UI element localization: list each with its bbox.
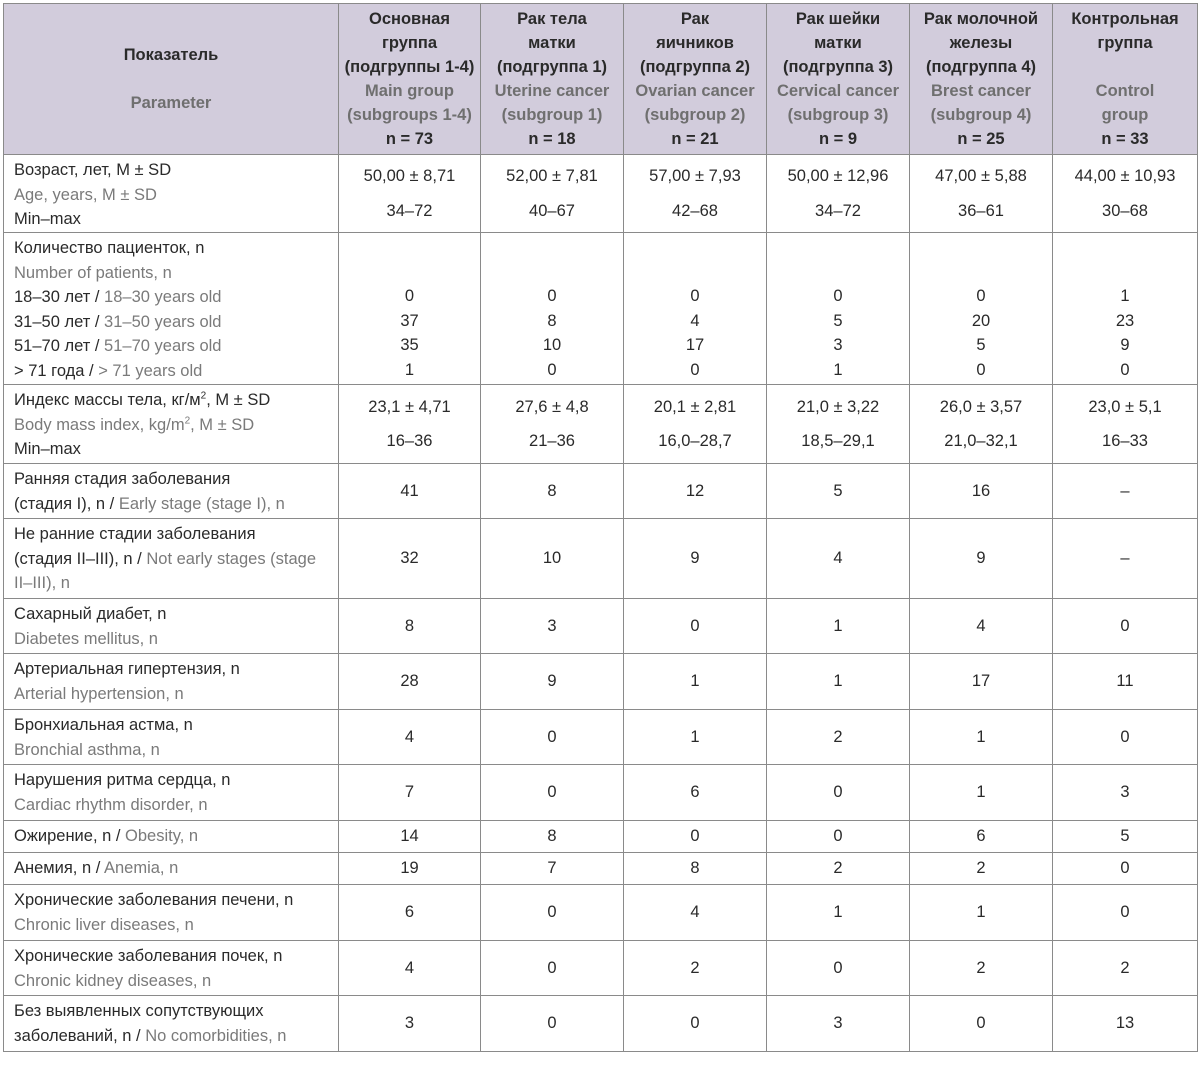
header-n: n = 25 bbox=[957, 130, 1005, 148]
cell-spacer bbox=[343, 419, 476, 429]
cell-range: 42–68 bbox=[672, 201, 718, 220]
cell-spacer bbox=[771, 419, 905, 429]
header-en-line: Uterine cancer bbox=[494, 82, 610, 100]
row-label bbox=[4, 941, 339, 996]
age-group-en: 31–50 years old bbox=[104, 312, 222, 331]
cell-range: 16–33 bbox=[1102, 432, 1148, 450]
table-cell: 0 bbox=[624, 821, 767, 853]
table-cell: 1 bbox=[767, 885, 910, 941]
table-cell bbox=[624, 233, 767, 385]
header-en-line: (subgroup 4) bbox=[930, 106, 1032, 124]
label-ru: Без выявленных сопутствующих bbox=[14, 1002, 264, 1020]
cell-value: 1 bbox=[1120, 287, 1130, 305]
table-cell: 2 bbox=[767, 853, 910, 885]
table-cell: 2 bbox=[910, 941, 1053, 996]
table-cell: 2 bbox=[1053, 941, 1198, 996]
table-cell: 1 bbox=[624, 654, 767, 710]
table-cell: 13 bbox=[1053, 996, 1198, 1052]
cell-range: 34–72 bbox=[386, 201, 433, 220]
header-ru-line: (подгруппа 4) bbox=[925, 58, 1037, 76]
row-bmi bbox=[4, 385, 1198, 464]
table-cell: 0 bbox=[1053, 853, 1198, 885]
table-cell bbox=[1053, 233, 1198, 385]
table-cell: 8 bbox=[481, 821, 624, 853]
header-ru-line: (подгруппа 3) bbox=[782, 58, 894, 76]
label-en: Number of patients, n bbox=[14, 263, 172, 282]
table-cell: 2 bbox=[767, 710, 910, 765]
cell-range: 16–36 bbox=[386, 432, 433, 450]
table-cell: 28 bbox=[339, 654, 481, 710]
row-label bbox=[4, 155, 339, 233]
table-cell: 0 bbox=[481, 885, 624, 941]
row-label bbox=[4, 885, 339, 941]
table-cell: 41 bbox=[339, 464, 481, 519]
table-cell: 5 bbox=[767, 464, 910, 519]
header-ru-line: матки bbox=[528, 34, 576, 52]
age-group-ru: > 71 года / bbox=[14, 361, 99, 380]
cell-mean: 26,0 ± 3,57 bbox=[939, 397, 1023, 416]
cell-spacer bbox=[771, 189, 905, 199]
row-liver bbox=[4, 885, 1198, 941]
table-cell: 17 bbox=[910, 654, 1053, 710]
cell-spacer bbox=[628, 419, 762, 429]
cell-value: 17 bbox=[685, 336, 705, 354]
row-early-stage bbox=[4, 464, 1198, 519]
cell-mean: 23,0 ± 5,1 bbox=[1088, 397, 1162, 416]
row-late-stage bbox=[4, 519, 1198, 599]
table-cell: 0 bbox=[624, 996, 767, 1052]
header-ru-line: Рак шейки bbox=[795, 10, 881, 28]
cell-value: 0 bbox=[833, 287, 843, 305]
cell-spacer bbox=[1057, 189, 1193, 199]
row-diabetes bbox=[4, 599, 1198, 654]
row-label bbox=[4, 599, 339, 654]
cell-value: 10 bbox=[542, 336, 562, 354]
table-cell bbox=[624, 385, 767, 464]
table-cell: 9 bbox=[624, 519, 767, 599]
label-ru: Не ранние стадии заболевания bbox=[14, 525, 256, 543]
header-en-line: Main group bbox=[365, 82, 454, 100]
cell-value: 1 bbox=[404, 360, 415, 379]
label-en: Bronchial asthma, n bbox=[14, 740, 160, 759]
superscript: 2 bbox=[184, 415, 191, 426]
header-ru-line: железы bbox=[949, 34, 1013, 52]
cell-spacer bbox=[343, 189, 476, 199]
table-cell: 14 bbox=[339, 821, 481, 853]
table-cell: 4 bbox=[339, 941, 481, 996]
header-en-line: (subgroups 1-4) bbox=[347, 106, 472, 124]
label-en: Not early stages (stage II–III), n bbox=[14, 549, 317, 592]
table-cell: 5 bbox=[1053, 821, 1198, 853]
header-ru-line: (подгруппа 1) bbox=[496, 58, 608, 76]
header-ru-line: Рак bbox=[680, 10, 710, 28]
table-cell: 3 bbox=[767, 996, 910, 1052]
table-cell: 1 bbox=[624, 710, 767, 765]
label-ru: Индекс массы тела, кг/м bbox=[14, 391, 201, 409]
table-cell bbox=[767, 385, 910, 464]
cell-value: 37 bbox=[400, 311, 419, 330]
superscript: 2 bbox=[200, 390, 207, 402]
cell-value: 5 bbox=[976, 336, 986, 354]
table-cell: 8 bbox=[624, 853, 767, 885]
label-en: Body mass index, kg/m bbox=[14, 415, 185, 434]
label-en: Age, years, M ± SD bbox=[14, 185, 157, 204]
cell-value: 20 bbox=[971, 311, 991, 330]
row-label bbox=[4, 710, 339, 765]
row-patients bbox=[4, 233, 1198, 385]
row-label bbox=[4, 519, 339, 599]
label-ru: Количество пациенток, n bbox=[14, 239, 205, 257]
age-group-ru: 31–50 лет / bbox=[14, 312, 105, 331]
label-en: Arterial hypertension, n bbox=[14, 684, 184, 703]
table-cell: 10 bbox=[481, 519, 624, 599]
table-cell: 1 bbox=[910, 710, 1053, 765]
table-cell: 0 bbox=[767, 765, 910, 821]
age-group-en: 51–70 years old bbox=[104, 337, 222, 355]
header-en-line: Control bbox=[1095, 82, 1155, 100]
table-cell: – bbox=[1053, 519, 1198, 599]
header-n: n = 21 bbox=[671, 130, 719, 148]
cell-range: 21–36 bbox=[529, 432, 575, 450]
label-ru: Сахарный диабет, n bbox=[14, 605, 167, 623]
table-cell: 1 bbox=[910, 765, 1053, 821]
row-rhythm bbox=[4, 765, 1198, 821]
cell-mean: 52,00 ± 7,81 bbox=[506, 167, 598, 185]
cell-value: 4 bbox=[690, 311, 700, 330]
table-cell: 3 bbox=[1053, 765, 1198, 821]
table-cell bbox=[910, 233, 1053, 385]
cell-mean: 27,6 ± 4,8 bbox=[515, 397, 589, 416]
header-main-group bbox=[339, 4, 481, 155]
age-group-ru: 51–70 лет / bbox=[14, 337, 105, 355]
header-ru-line: матки bbox=[814, 34, 862, 52]
table-cell: 1 bbox=[767, 599, 910, 654]
cell-mean: 47,00 ± 5,88 bbox=[935, 167, 1027, 185]
label-ru: (стадия I), n / bbox=[14, 494, 119, 513]
table-cell: 0 bbox=[481, 996, 624, 1052]
table-cell bbox=[767, 155, 910, 233]
cell-value: 35 bbox=[400, 336, 419, 354]
label-ru: Ранняя стадия заболевания bbox=[14, 470, 231, 488]
table-cell bbox=[910, 385, 1053, 464]
label-en: Anemia, n bbox=[103, 859, 179, 877]
header-ru-line: (подгруппа 2) bbox=[639, 58, 751, 76]
header-n: n = 9 bbox=[818, 130, 858, 148]
cell-spacer bbox=[914, 419, 1048, 429]
cell-spacer bbox=[628, 189, 762, 199]
table-cell: 4 bbox=[910, 599, 1053, 654]
label-ru: Бронхиальная астма, n bbox=[14, 716, 193, 734]
header-ru-line: группа bbox=[381, 34, 438, 52]
age-group-en: 18–30 years old bbox=[104, 288, 222, 306]
row-label bbox=[4, 233, 339, 385]
header-uterine bbox=[481, 4, 624, 155]
label-en: Early stage (stage I), n bbox=[118, 494, 285, 513]
cell-value: 0 bbox=[690, 287, 700, 305]
table-cell: 0 bbox=[481, 710, 624, 765]
cell-value: 5 bbox=[833, 311, 843, 330]
cell-value: 0 bbox=[404, 287, 415, 305]
label-ru: (стадия II–III), n / bbox=[14, 549, 147, 568]
cell-value: 23 bbox=[1115, 311, 1135, 330]
table-cell: 9 bbox=[910, 519, 1053, 599]
header-ovarian bbox=[624, 4, 767, 155]
row-anemia bbox=[4, 853, 1198, 885]
header-parameter bbox=[4, 4, 339, 155]
cell-mean: 50,00 ± 12,96 bbox=[787, 167, 889, 185]
header-spacer bbox=[1057, 55, 1193, 79]
header-ru-line: яичников bbox=[656, 34, 734, 52]
label-en: Cardiac rhythm disorder, n bbox=[14, 795, 208, 814]
table-cell: 0 bbox=[1053, 710, 1198, 765]
label-ru-tail: , M ± SD bbox=[206, 391, 271, 409]
label-ru: Анемия, n / bbox=[14, 859, 104, 877]
cell-range: 30–68 bbox=[1102, 201, 1148, 220]
table-cell: 6 bbox=[624, 765, 767, 821]
cell-value: 3 bbox=[833, 336, 843, 354]
data-table bbox=[3, 3, 1198, 1052]
header-ru-line: Контрольная bbox=[1071, 10, 1179, 28]
label-ru: Ожирение, n / bbox=[14, 827, 126, 845]
row-label bbox=[4, 464, 339, 519]
label-en: Chronic liver diseases, n bbox=[14, 915, 194, 934]
table-cell bbox=[1053, 385, 1198, 464]
label-en: Obesity, n bbox=[125, 827, 199, 845]
header-en-line: (subgroup 2) bbox=[644, 106, 746, 124]
header-control bbox=[1053, 4, 1198, 155]
header-ru-line: Рак тела bbox=[517, 10, 587, 28]
header-en-line: Cervical cancer bbox=[776, 82, 899, 100]
header-row bbox=[4, 4, 1198, 155]
table-cell: 3 bbox=[481, 599, 624, 654]
cell-range: 36–61 bbox=[958, 201, 1004, 220]
label-ru: Возраст, лет, M ± SD bbox=[14, 161, 172, 179]
cell-value: 0 bbox=[976, 360, 986, 379]
header-en-line: (subgroup 3) bbox=[787, 106, 889, 124]
table-cell bbox=[767, 233, 910, 385]
table-cell: 7 bbox=[339, 765, 481, 821]
label-ru-minmax: Min–max bbox=[14, 210, 81, 228]
header-en-line: group bbox=[1101, 106, 1149, 124]
row-label bbox=[4, 765, 339, 821]
table-cell: 0 bbox=[481, 941, 624, 996]
cell-range: 16,0–28,7 bbox=[658, 432, 732, 450]
table-cell: 0 bbox=[1053, 885, 1198, 941]
table-cell: 8 bbox=[339, 599, 481, 654]
cell-range: 18,5–29,1 bbox=[801, 432, 875, 450]
header-parameter-ru: Показатель bbox=[123, 46, 219, 64]
cell-mean: 20,1 ± 2,81 bbox=[653, 397, 737, 416]
table-cell: 0 bbox=[767, 941, 910, 996]
row-obesity bbox=[4, 821, 1198, 853]
cell-value: 0 bbox=[547, 360, 557, 379]
header-ru-line: (подгруппы 1-4) bbox=[344, 58, 475, 76]
table-cell: 11 bbox=[1053, 654, 1198, 710]
table-cell: 0 bbox=[910, 996, 1053, 1052]
cell-value: 0 bbox=[1120, 360, 1130, 379]
table-cell: 32 bbox=[339, 519, 481, 599]
row-label bbox=[4, 385, 339, 464]
row-label bbox=[4, 996, 339, 1052]
label-ru-minmax: Min–max bbox=[14, 440, 81, 458]
table-cell: 16 bbox=[910, 464, 1053, 519]
table-cell: 9 bbox=[481, 654, 624, 710]
header-en-line: (subgroup 1) bbox=[501, 106, 603, 124]
cell-mean: 23,1 ± 4,71 bbox=[368, 397, 451, 416]
cell-spacer bbox=[1057, 419, 1193, 429]
table-cell: 0 bbox=[767, 821, 910, 853]
header-parameter-en: Parameter bbox=[130, 94, 212, 112]
header-n: n = 73 bbox=[385, 130, 434, 148]
row-asthma bbox=[4, 710, 1198, 765]
table-cell: 4 bbox=[339, 710, 481, 765]
cell-mean: 57,00 ± 7,93 bbox=[649, 167, 741, 185]
label-ru: заболеваний, n / bbox=[14, 1026, 146, 1045]
cell-range: 34–72 bbox=[815, 201, 861, 220]
label-ru: Хронические заболевания печени, n bbox=[14, 891, 294, 909]
cell-mean: 50,00 ± 8,71 bbox=[363, 167, 456, 185]
row-label bbox=[4, 821, 339, 853]
table-cell: 0 bbox=[481, 765, 624, 821]
age-group-ru: 18–30 лет / bbox=[14, 288, 105, 306]
cell-spacer bbox=[914, 189, 1048, 199]
table-cell bbox=[624, 155, 767, 233]
cell-value: 0 bbox=[690, 360, 700, 379]
label-en-tail: , M ± SD bbox=[190, 415, 255, 434]
cell-value: 8 bbox=[547, 311, 557, 330]
label-en: Chronic kidney diseases, n bbox=[14, 971, 212, 990]
row-no-comorbidities bbox=[4, 996, 1198, 1052]
table-cell bbox=[481, 155, 624, 233]
table-cell: 6 bbox=[339, 885, 481, 941]
age-group-en: > 71 years old bbox=[98, 361, 203, 380]
table-cell: 8 bbox=[481, 464, 624, 519]
row-label bbox=[4, 853, 339, 885]
table-cell: 0 bbox=[624, 599, 767, 654]
table-cell: 7 bbox=[481, 853, 624, 885]
table-cell: 6 bbox=[910, 821, 1053, 853]
header-ru-line: Основная bbox=[369, 10, 450, 28]
table-cell bbox=[1053, 155, 1198, 233]
header-n: n = 18 bbox=[528, 130, 576, 148]
table-cell bbox=[339, 385, 481, 464]
cell-value: 1 bbox=[833, 360, 843, 379]
table-cell: 19 bbox=[339, 853, 481, 885]
cell-range: 21,0–32,1 bbox=[944, 432, 1018, 450]
table-cell: 3 bbox=[339, 996, 481, 1052]
cell-value: 9 bbox=[1120, 336, 1130, 354]
header-en-line: Ovarian cancer bbox=[635, 82, 755, 100]
header-ru-line: Рак молочной bbox=[923, 10, 1039, 28]
label-ru: Артериальная гипертензия, n bbox=[14, 660, 240, 678]
table-cell bbox=[339, 233, 481, 385]
table-cell bbox=[339, 155, 481, 233]
table-cell bbox=[481, 385, 624, 464]
table-cell: 2 bbox=[624, 941, 767, 996]
table-cell bbox=[910, 155, 1053, 233]
table-cell: 1 bbox=[767, 654, 910, 710]
header-n: n = 33 bbox=[1101, 130, 1149, 148]
cell-spacer bbox=[485, 419, 619, 429]
table-cell: 1 bbox=[910, 885, 1053, 941]
table-cell: – bbox=[1053, 464, 1198, 519]
header-ru-line: группа bbox=[1097, 34, 1153, 52]
label-en: Diabetes mellitus, n bbox=[14, 629, 158, 648]
table-cell: 2 bbox=[910, 853, 1053, 885]
label-en: No comorbidities, n bbox=[145, 1026, 287, 1045]
table-cell: 4 bbox=[767, 519, 910, 599]
row-hypertension bbox=[4, 654, 1198, 710]
cell-value: 0 bbox=[547, 287, 557, 305]
cell-mean: 44,00 ± 10,93 bbox=[1074, 167, 1176, 185]
label-ru: Нарушения ритма сердца, n bbox=[14, 771, 231, 789]
header-en-line: Brest cancer bbox=[931, 82, 1031, 100]
cell-range: 40–67 bbox=[529, 201, 575, 220]
table-cell: 0 bbox=[1053, 599, 1198, 654]
cell-value: 0 bbox=[976, 287, 986, 305]
row-age bbox=[4, 155, 1198, 233]
table-cell: 12 bbox=[624, 464, 767, 519]
label-ru: Хронические заболевания почек, n bbox=[14, 947, 283, 965]
row-label bbox=[4, 654, 339, 710]
cell-spacer bbox=[485, 189, 619, 199]
header-cervical bbox=[767, 4, 910, 155]
table-cell bbox=[481, 233, 624, 385]
table-cell: 4 bbox=[624, 885, 767, 941]
cell-mean: 21,0 ± 3,22 bbox=[796, 397, 880, 416]
header-breast bbox=[910, 4, 1053, 155]
row-kidney bbox=[4, 941, 1198, 996]
